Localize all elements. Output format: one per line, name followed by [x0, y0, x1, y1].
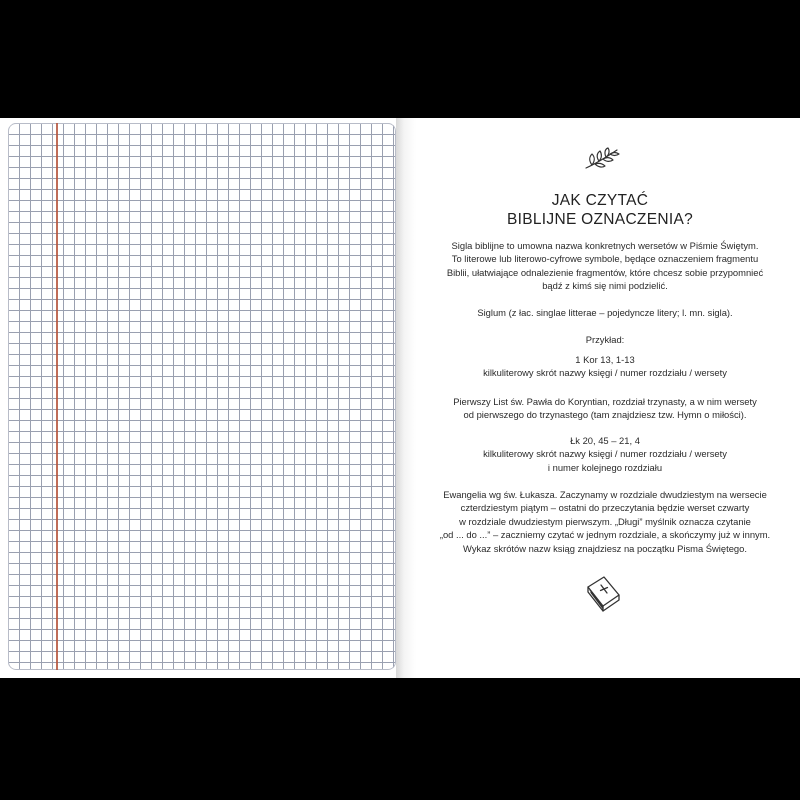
example-2-legend: i numer kolejnego rozdziału [547, 461, 663, 473]
explanation-line: Ewangelia wg św. Łukasza. Zaczynamy w rozdziale dwudziestym na wersecie [443, 489, 767, 500]
siglum-definition [420, 306, 790, 319]
squared-grid [8, 123, 396, 670]
example-1-explanation [420, 395, 790, 422]
title-line-1: JAK CZYTAĆ [551, 192, 649, 209]
example-2-reference: Łk 20, 45 – 21, 4 [570, 435, 640, 446]
open-notebook [0, 118, 800, 678]
title-line-2: BIBLIJNE OZNACZENIA? [506, 211, 693, 228]
grid-page [0, 118, 400, 678]
explanation-line: czterdziestym piątym – ostatni do przeczytania będzie werset czwarty [460, 502, 750, 514]
example-1-reference: 1 Kor 13, 1-13 [575, 354, 635, 365]
explanation-line: w rozdziale dwudziestym pierwszym. „Długi” myślnik oznacza czytanie [459, 515, 751, 527]
explanation-line: „od ... do ...” – zaczniemy czytać w jednym rozdziale, a skończymy już w innym. [439, 529, 771, 541]
example-2 [420, 434, 790, 474]
example-1 [420, 353, 790, 380]
example-label-text: Przykład: [585, 334, 625, 345]
intro-line: Biblii, ułatwiające odnalezienie fragmentów, które chcesz sobie przypomnieć [446, 266, 764, 278]
example-2-explanation [420, 488, 790, 555]
bible-book-icon [582, 573, 624, 615]
intro-paragraph [420, 239, 790, 293]
info-page [400, 118, 800, 678]
example-2-legend: kilkuliterowy skrót nazwy księgi / numer rozdziału / wersety [483, 448, 727, 460]
explanation-line: od pierwszego do trzynastego (tam znajdziesz tzw. Hymn o miłości). [463, 409, 747, 421]
example-1-legend: kilkuliterowy skrót nazwy księgi / numer rozdziału / wersety [483, 367, 727, 379]
explanation-line: Pierwszy List św. Pawła do Koryntian, rozdział trzynasty, a w nim wersety [453, 396, 757, 407]
intro-line: Sigla biblijne to umowna nazwa konkretnych wersetów w Piśmie Świętym. [451, 240, 759, 251]
page-title [400, 191, 800, 229]
explanation-line: Wykaz skrótów nazw ksiąg znajdziesz na początku Pisma Świętego. [463, 542, 747, 554]
siglum-text: Siglum (z łac. singlae litterae – pojedyncze litery; l. mn. sigla). [477, 307, 733, 318]
margin-line [56, 123, 58, 670]
example-label [420, 333, 790, 346]
intro-line: To literowe lub literowo-cyfrowe symbole, będące oznaczeniem fragmentu [451, 253, 759, 265]
olive-branch-icon [583, 146, 623, 172]
intro-line: bądź z kimś się nimi podzielić. [542, 280, 668, 292]
